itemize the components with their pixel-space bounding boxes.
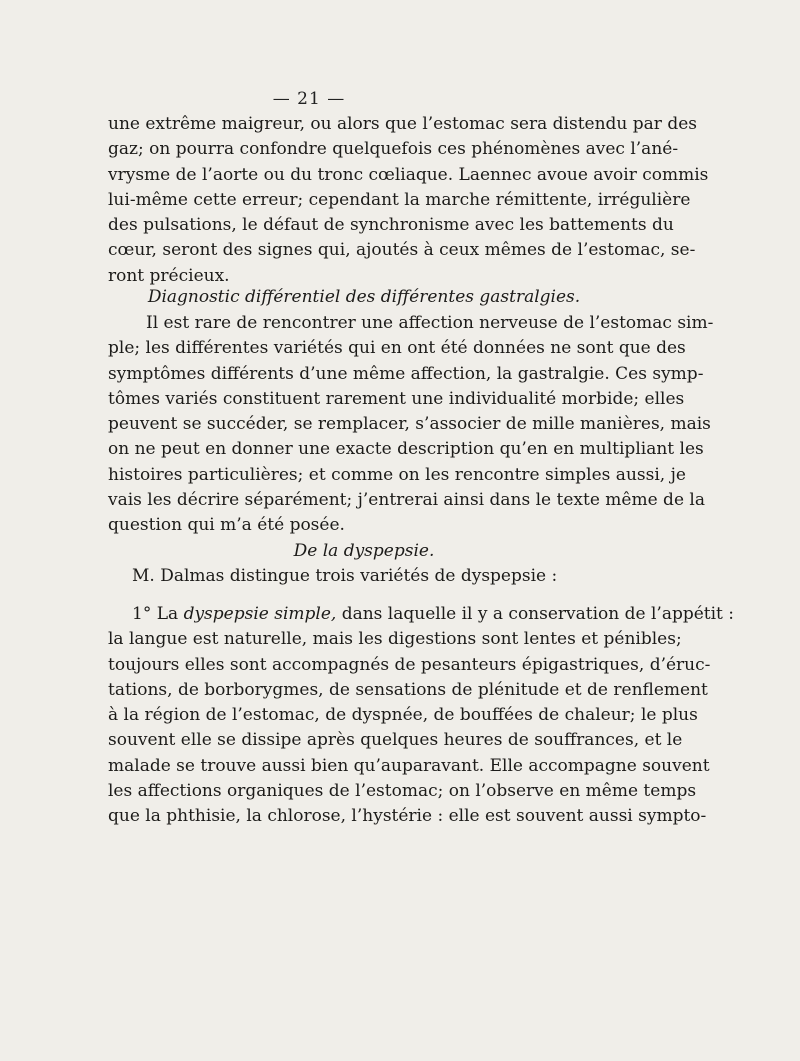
text-line: tômes variés constituent rarement une individualité morbide; elles bbox=[108, 388, 685, 409]
text-line: question qui m’a été posée. bbox=[108, 515, 345, 536]
text-line: la langue est naturelle, mais les digestions sont lentes et pénibles; bbox=[108, 629, 682, 650]
italic-term: dyspepsie simple, bbox=[183, 604, 337, 624]
page-number: — 21 — bbox=[272, 89, 346, 109]
text-line: malade se trouve aussi bien qu’auparavant. Elle accompagne souvent bbox=[108, 755, 710, 776]
text-line: souvent elle se dissipe après quelques heures de souffrances, et le bbox=[108, 730, 683, 751]
text-line: Il est rare de rencontrer une affection nerveuse de l’estomac sim- bbox=[146, 313, 714, 333]
paragraph-4 bbox=[108, 602, 735, 830]
paragraph-3 bbox=[108, 564, 620, 589]
text-line: gaz; on pourra confondre quelquefois ces phénomènes avec l’ané- bbox=[108, 139, 679, 160]
text-line: tations, de borborygmes, de sensations de plénitude et de renflement bbox=[108, 679, 708, 700]
text-line: symptômes différents d’une même affection, la gastralgie. Ces symp- bbox=[108, 363, 704, 384]
text-line: histoires particulières; et comme on les rencontre simples aussi, je bbox=[108, 464, 686, 485]
text-line: cœur, seront des signes qui, ajoutés à ceux mêmes de l’estomac, se- bbox=[108, 240, 696, 261]
section-heading-gastralgies: Diagnostic différentiel des différentes gastralgies. bbox=[147, 287, 581, 307]
text-span: dans laquelle il y a conservation de l’appétit : bbox=[336, 604, 735, 624]
text-line: M. Dalmas distingue trois variétés de dyspepsie : bbox=[132, 566, 558, 586]
text-line: que la phthisie, la chlorose, l’hystérie : elle est souvent aussi sympto- bbox=[108, 806, 707, 827]
section-heading-dyspepsie: De la dyspepsie. bbox=[293, 541, 435, 561]
text-line: des pulsations, le défaut de synchronisme avec les battements du bbox=[108, 215, 674, 236]
text-line bbox=[108, 602, 735, 627]
text-line: à la région de l’estomac, de dyspnée, de bouffées de chaleur; le plus bbox=[108, 705, 698, 726]
text-line: peuvent se succéder, se remplacer, s’associer de mille manières, mais bbox=[108, 414, 711, 435]
text-line: les affections organiques de l’estomac; on l’observe en même temps bbox=[108, 781, 697, 802]
text-line: ple; les différentes variétés qui en ont été données ne sont que des bbox=[108, 338, 686, 359]
paragraph-2 bbox=[108, 311, 714, 539]
text-line: lui-même cette erreur; cependant la marche rémittente, irrégulière bbox=[108, 189, 691, 210]
text-line: toujours elles sont accompagnés de pesanteurs épigastriques, d’éruc- bbox=[108, 654, 711, 675]
text-line: vrysme de l’aorte ou du tronc cœliaque. Laennec avoue avoir commis bbox=[108, 164, 709, 185]
text-span: 1° La bbox=[132, 604, 184, 624]
paragraph-1 bbox=[108, 112, 709, 289]
text-line: ront précieux. bbox=[108, 265, 230, 286]
text-line: vais les décrire séparément; j’entrerai ainsi dans le texte même de la bbox=[108, 490, 705, 511]
text-line: on ne peut en donner une exacte description qu’en en multipliant les bbox=[108, 439, 704, 460]
text-line: une extrême maigreur, ou alors que l’estomac sera distendu par des bbox=[108, 114, 697, 134]
